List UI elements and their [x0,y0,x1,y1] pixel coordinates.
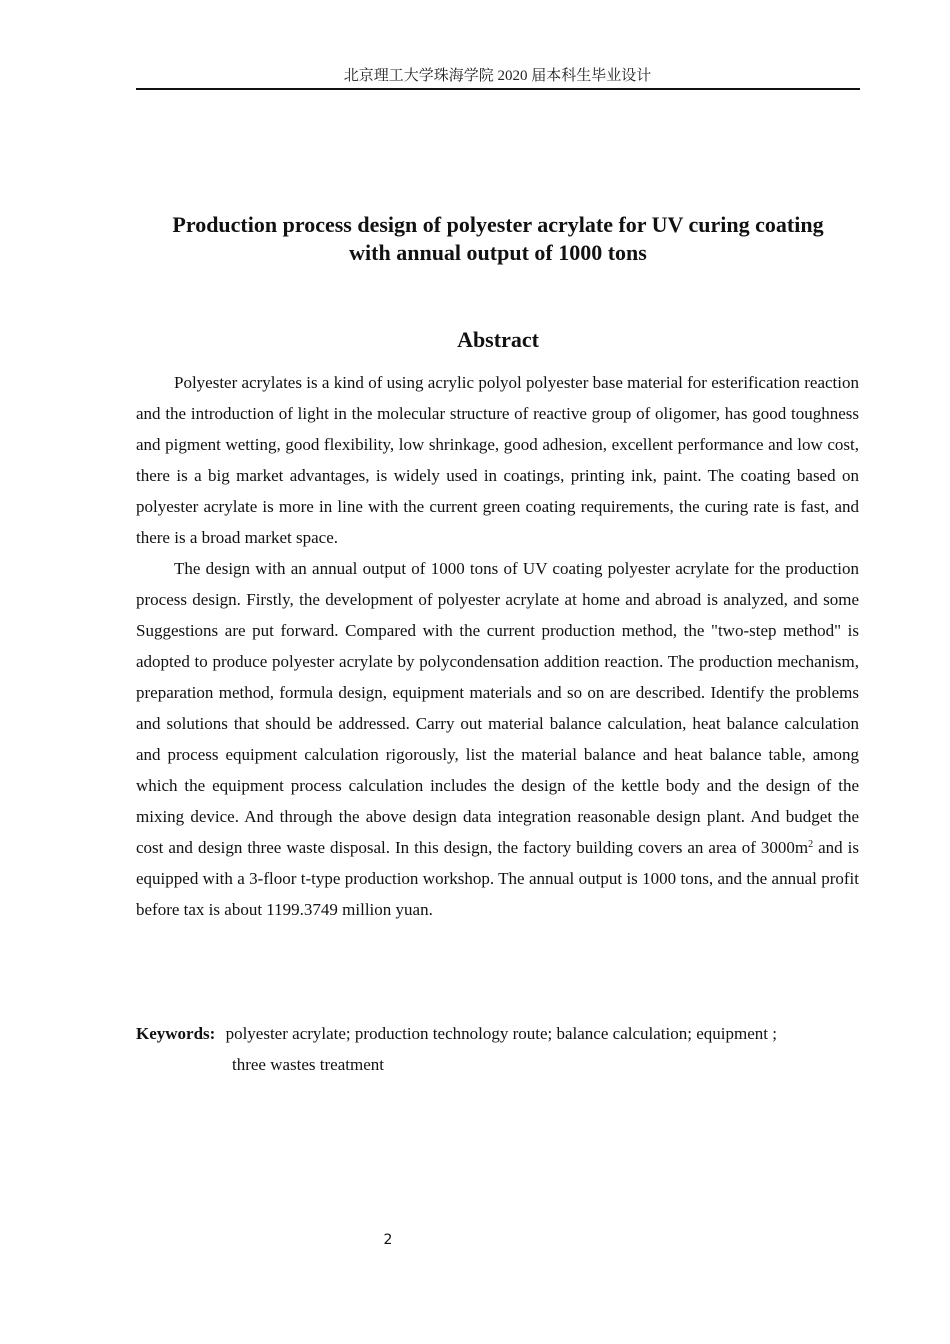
abstract-paragraph-2 [136,553,859,925]
abstract-paragraph-2-part-1: The design with an annual output of 1000 tons of UV coating polyester acrylate for the production process design. Firstly, the development of polyester acrylate at home and abroad is analyzed, and some Suggestions are put forward. Compared with the current production method, the "two-step method" is adopted to produce polyester acrylate by polycondensation addition reaction. The production mechanism, preparation method, formula design, equipment materials and so on are described. Identify the problems and solutions that should be addressed. Carry out material balance calculation, heat balance calculation and process equipment calculation rigorously, list the material balance and heat balance table, among which the equipment process calculation includes the design of the kettle body and the design of the mixing device. And through the above design data integration reasonable design plant. And budget the cost and design three waste disposal. In this design, the factory building covers an area of 3000m [136,559,859,857]
keywords-line-1: polyester acrylate; production technology route; balance calculation; equipment ; [225,1024,777,1043]
keywords-label: Keywords: [136,1024,216,1043]
running-header: 北京理工大学珠海学院 2020 届本科生毕业设计 [343,68,652,84]
title-line-1: Production process design of polyester acrylate for UV curing coating [172,212,824,237]
keywords-block [136,1018,859,1080]
page-number: 2 [383,1232,393,1248]
abstract-paragraph-1: Polyester acrylates is a kind of using acrylic polyol polyester base material for esterification reaction and the introduction of light in the molecular structure of reactive group of oligomer, has good toughness and pigment wetting, good flexibility, low shrinkage, good adhesion, excellent performance and low cost, there is a big market advantages, is widely used in coatings, printing ink, paint. The coating based on polyester acrylate is more in line with the current green coating requirements, the curing rate is fast, and there is a broad market space. [136,373,859,547]
paper-title [136,211,860,267]
header-rule [136,88,860,90]
abstract-paragraph-2-part-2: and is equipped with a 3-floor t-type production workshop. The annual output is 1000 tons, and the annual profit before tax is about 1199.3749 million yuan. [136,838,859,919]
keywords-line-2: three wastes treatment [232,1055,384,1074]
area-superscript: 2 [808,839,814,850]
abstract-body [136,367,859,925]
abstract-heading: Abstract [457,327,539,352]
title-line-2: with annual output of 1000 tons [349,240,647,265]
